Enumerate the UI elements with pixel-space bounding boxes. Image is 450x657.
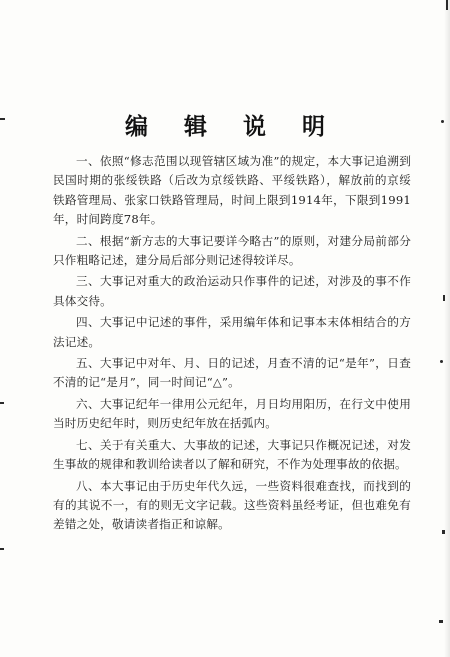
paragraph: 七、关于有关重大、大事故的记述，大事记只作概况记述，对发生事故的规律和教训给读者以了解和研究，不作为处理事故的依据。 — [53, 437, 411, 472]
scan-mark — [0, 548, 4, 550]
page-shadow-edge — [444, 0, 450, 657]
paragraph: 三、大事记对重大的政治运动只作事件的记述，对涉及的事不作具体交待。 — [53, 274, 411, 308]
page-title: 编 辑 说 明 — [124, 114, 340, 140]
paragraph: 五、大事记中对年、月、日的记述，月查不清的记“是年”，日查不清的记“是月”，同一时间记“△”。 — [53, 356, 411, 390]
paragraph: 二、根据“新方志的大事记要详今略古”的原则，对建分局前部分只作粗略记述，建分局后部分则记述得较详尽。 — [53, 233, 411, 268]
paragraph: 一、依照“修志范围以现管辖区域为准”的规定，本大事记追溯到民国时期的张绥铁路（后改为京绥铁路、平绥铁路），解放前的京绥铁路管理局、张家口铁路管理局，时间上限到1914年，下限到1991年，时间跨度78年。 — [53, 154, 411, 227]
scan-mark — [0, 402, 4, 404]
scan-mark — [439, 620, 443, 623]
paragraph: 八、本大事记由于历史年代久远，一些资料很难查找，而找到的有的其说不一，有的则无文字记载。这些资料虽经考证，但也难免有差错之处，敬请读者指正和谅解。 — [53, 478, 411, 532]
scan-mark — [443, 295, 445, 301]
scan-mark — [440, 360, 443, 363]
scan-mark — [446, 0, 448, 10]
paragraph: 六、大事记纪年一律用公元纪年，月日均用阳历，在行文中使用当时历史纪年时，则历史纪年放在括弧内。 — [53, 396, 411, 431]
document-body — [53, 152, 411, 537]
paragraph: 四、大事记中记述的事件，采用编年体和记事本末体相结合的方法记述。 — [53, 315, 411, 349]
scan-mark — [442, 530, 445, 534]
